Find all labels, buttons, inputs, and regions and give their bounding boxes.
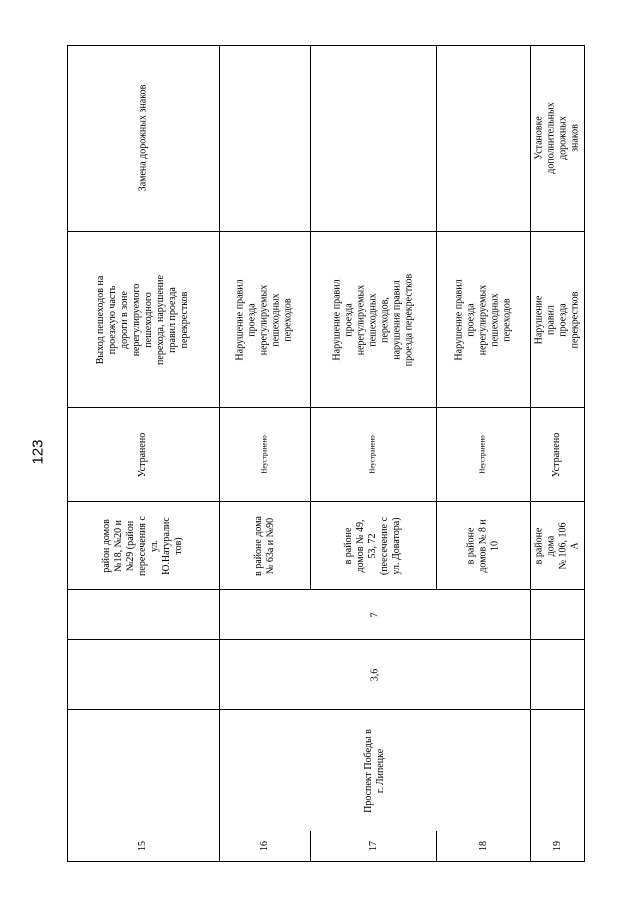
status-cell: Неустранено: [478, 435, 487, 474]
location-cell: в районе домов № 8 и 10: [465, 518, 501, 573]
page-number: 123: [29, 439, 47, 465]
location-cell: район домов №18, №20 и №29 (район пересечения с ул. Ю.Натуралис тов): [101, 515, 184, 576]
data-table: [67, 45, 585, 862]
location-cell: в районе домов № 49, 53, 72 (пеесечение с ул. Доватора): [343, 516, 403, 575]
location-cell: в районе дома № 63а и №90: [253, 515, 276, 576]
status-cell: Устранено: [136, 432, 148, 477]
violation-cell: Нарушение правил проезда нерегулируемых пешеходных переходов: [234, 278, 294, 361]
violation-cell: Нарушение правил проезда нерегулируемых пешеходных переходов, нарушения правил проезда перекрестков: [331, 273, 415, 366]
location-cell: в районе дома № 106, 106 А: [533, 521, 581, 570]
value-a-cell: 3,6: [369, 668, 380, 681]
table-border-right: [584, 45, 585, 862]
violation-cell: Выход пешеходов на проезжую часть дороги в зоне нерегулируемого пешеходного перехода, нарушение правил проезда перекрестков: [95, 274, 190, 365]
row-number-cell: 15: [137, 841, 148, 851]
violation-cell: Нарушение правил проезда нерегулируемых пешеходных переходов: [453, 278, 513, 361]
value-b-cell: 7: [369, 612, 380, 617]
status-cell: Неустранено: [260, 435, 269, 474]
row-number-cell: 16: [259, 841, 270, 851]
violation-cell: Нарушение правил проезда перекрестков: [533, 291, 581, 348]
row-number-cell: 19: [551, 841, 563, 851]
measure-cell: Замена дорожных знаков: [136, 84, 148, 192]
status-cell: Устранено: [551, 432, 563, 477]
status-cell: Неустранено: [368, 435, 377, 474]
street-cell: Проспект Победы в г. Липецке: [363, 728, 386, 813]
row-number-cell: 17: [367, 841, 379, 851]
measure-cell: Установке дополнительных дорожных знаков: [533, 102, 581, 174]
row-number-cell: 18: [477, 841, 489, 851]
